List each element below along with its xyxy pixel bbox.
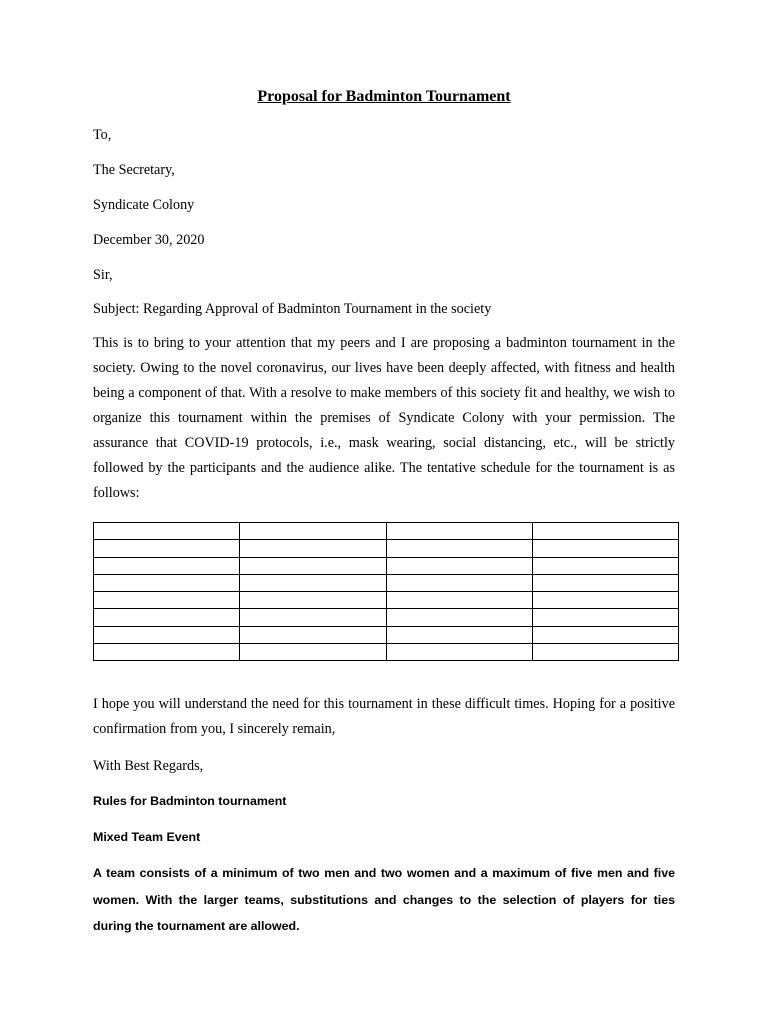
table-cell xyxy=(532,626,678,643)
table-cell xyxy=(240,626,386,643)
salutation-to: To, xyxy=(93,127,112,143)
schedule-table xyxy=(93,522,679,661)
table-cell xyxy=(94,592,240,609)
table-cell xyxy=(386,626,532,643)
table-cell xyxy=(240,609,386,626)
table-cell xyxy=(240,644,386,661)
table-row xyxy=(94,523,679,540)
table-cell xyxy=(386,557,532,574)
table-cell xyxy=(240,523,386,540)
event-heading: Mixed Team Event xyxy=(93,830,201,844)
table-cell xyxy=(532,592,678,609)
table-cell xyxy=(94,557,240,574)
body-paragraph: This is to bring to your attention that my peers and I are proposing a badminton tournament in the society. Owing to the novel coronavirus, our lives have been deeply affected, with fitness and health being a component of that. With a resolve to make members of this society fit and healthy, we wish to organize this tournament within the premises of Syndicate Colony with your permission. The assurance that COVID-19 protocols, i.e., mask wearing, social distancing, etc., will be strictly followed by the participants and the audience alike. The tentative schedule for the tournament is as follows: xyxy=(93,335,675,501)
letter-date: December 30, 2020 xyxy=(93,232,205,248)
table-cell xyxy=(94,626,240,643)
table-row xyxy=(94,609,679,626)
sign-off: With Best Regards, xyxy=(93,758,204,774)
table-row xyxy=(94,557,679,574)
closing-paragraph: I hope you will understand the need for this tournament in these difficult times. Hoping for a positive confirmation from you, I sincerely remain, xyxy=(93,696,675,737)
table-row xyxy=(94,574,679,591)
table-cell xyxy=(532,540,678,557)
table-cell xyxy=(94,540,240,557)
table-cell xyxy=(386,592,532,609)
rules-heading: Rules for Badminton tournament xyxy=(93,794,287,808)
subject-line: Subject: Regarding Approval of Badminton Tournament in the society xyxy=(93,301,492,317)
table-cell xyxy=(532,609,678,626)
table-cell xyxy=(386,540,532,557)
table-cell xyxy=(94,644,240,661)
table-cell xyxy=(386,574,532,591)
document-title: Proposal for Badminton Tournament xyxy=(257,88,511,105)
table-cell xyxy=(94,523,240,540)
table-cell xyxy=(240,557,386,574)
table-row xyxy=(94,644,679,661)
table-cell xyxy=(240,540,386,557)
table-cell xyxy=(240,592,386,609)
table-row xyxy=(94,592,679,609)
organization: Syndicate Colony xyxy=(93,197,195,213)
table-cell xyxy=(386,523,532,540)
table-cell xyxy=(94,574,240,591)
table-cell xyxy=(240,574,386,591)
recipient: The Secretary, xyxy=(93,162,175,178)
table-cell xyxy=(532,523,678,540)
table-cell xyxy=(386,609,532,626)
rules-paragraph: A team consists of a minimum of two men and two women and a maximum of five men and five women. With the larger teams, substitutions and changes to the selection of players for ties during the tournament are allowed. xyxy=(93,866,675,933)
table-cell xyxy=(386,644,532,661)
greeting: Sir, xyxy=(93,267,113,283)
table-row xyxy=(94,626,679,643)
table-cell xyxy=(532,574,678,591)
table-row xyxy=(94,540,679,557)
table-cell xyxy=(532,557,678,574)
table-cell xyxy=(94,609,240,626)
table-cell xyxy=(532,644,678,661)
